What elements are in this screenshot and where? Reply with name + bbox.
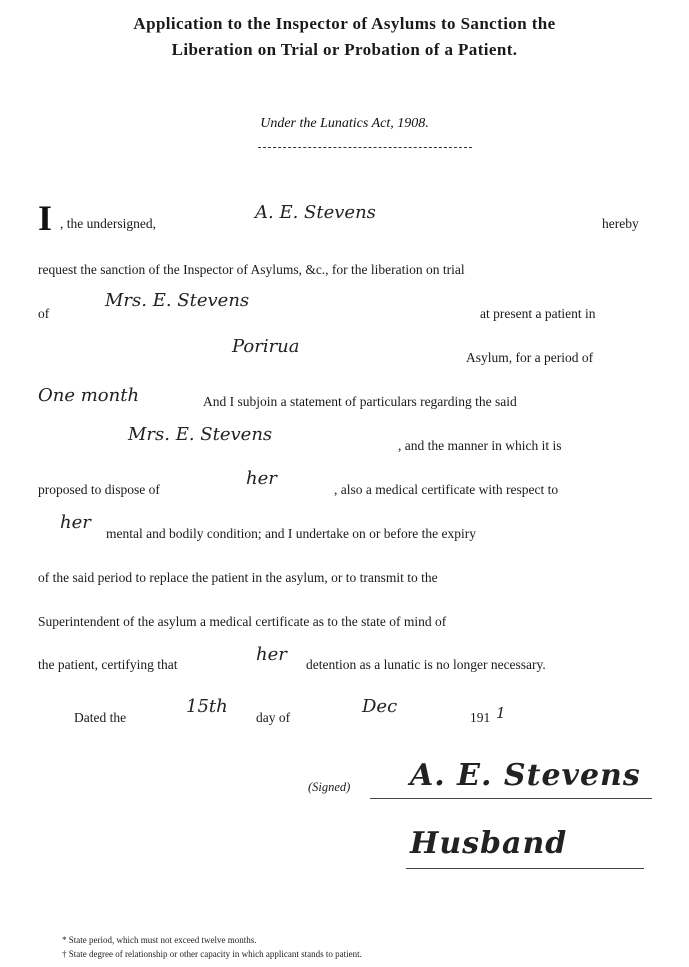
pronoun-3-handwriting: her [256,644,287,665]
pronoun-2-handwriting: her [60,512,91,533]
asylum-period-label: Asylum, for a period of [466,350,594,365]
asylum-name-handwriting: Porirua [232,336,300,357]
hereby-label: hereby [602,216,639,231]
subtitle-rule [258,147,472,148]
year-digit-handwriting: 1 [496,704,506,722]
period-replace-line: of the said period to replace the patient in the asylum, or to transmit to the [38,570,438,585]
of-label: of [38,306,50,321]
subjoin-line: And I subjoin a statement of particulars regarding the said [203,394,517,409]
title-line-2: Liberation on Trial or Probation of a Patient. [171,40,518,59]
condition-line: mental and bodily condition; and I undertake on or before the expiry [106,526,477,541]
certifying-label: the patient, certifying that [38,657,178,672]
month-handwriting: Dec [362,696,398,717]
day-of-label: day of [256,710,291,725]
signature-handwriting: A. E. Stevens [410,758,641,793]
year-label: 191 [470,710,491,725]
superintendent-line: Superintendent of the asylum a medical certificate as to the state of mind of [38,614,447,629]
title-line-1: Application to the Inspector of Asylums to Sanction the [133,14,556,33]
relationship-handwriting: Husband [410,826,568,861]
undersigned-label: , the undersigned, [60,216,156,231]
day-handwriting: 15th [186,696,228,717]
manner-label: , and the manner in which it is [398,438,562,453]
subtitle: Under the Lunatics Act, 1908. [260,116,429,131]
footnote-1: * State period, which must not exceed twelve months. [62,935,257,945]
initial-letter: I [38,198,53,238]
signed-label: (Signed) [308,780,351,794]
dispose-label: proposed to dispose of [38,482,160,497]
dated-label: Dated the [74,710,127,725]
patient-name-handwriting: Mrs. E. Stevens [105,290,250,311]
footnote-2: † State degree of relationship or other capacity in which applicant stands to patient. [62,949,362,959]
period-handwriting: One month [38,385,140,406]
applicant-name-handwriting: A. E. Stevens [255,202,376,223]
relationship-line [406,868,644,869]
present-patient-label: at present a patient in [480,306,596,321]
request-line: request the sanction of the Inspector of Asylums, &c., for the liberation on trial [38,262,465,277]
pronoun-1-handwriting: her [246,468,277,489]
detention-label: detention as a lunatic is no longer necessary. [306,657,546,672]
medical-certificate-label: , also a medical certificate with respect to [334,482,559,497]
signature-line [370,798,652,799]
patient-name-2-handwriting: Mrs. E. Stevens [128,424,273,445]
